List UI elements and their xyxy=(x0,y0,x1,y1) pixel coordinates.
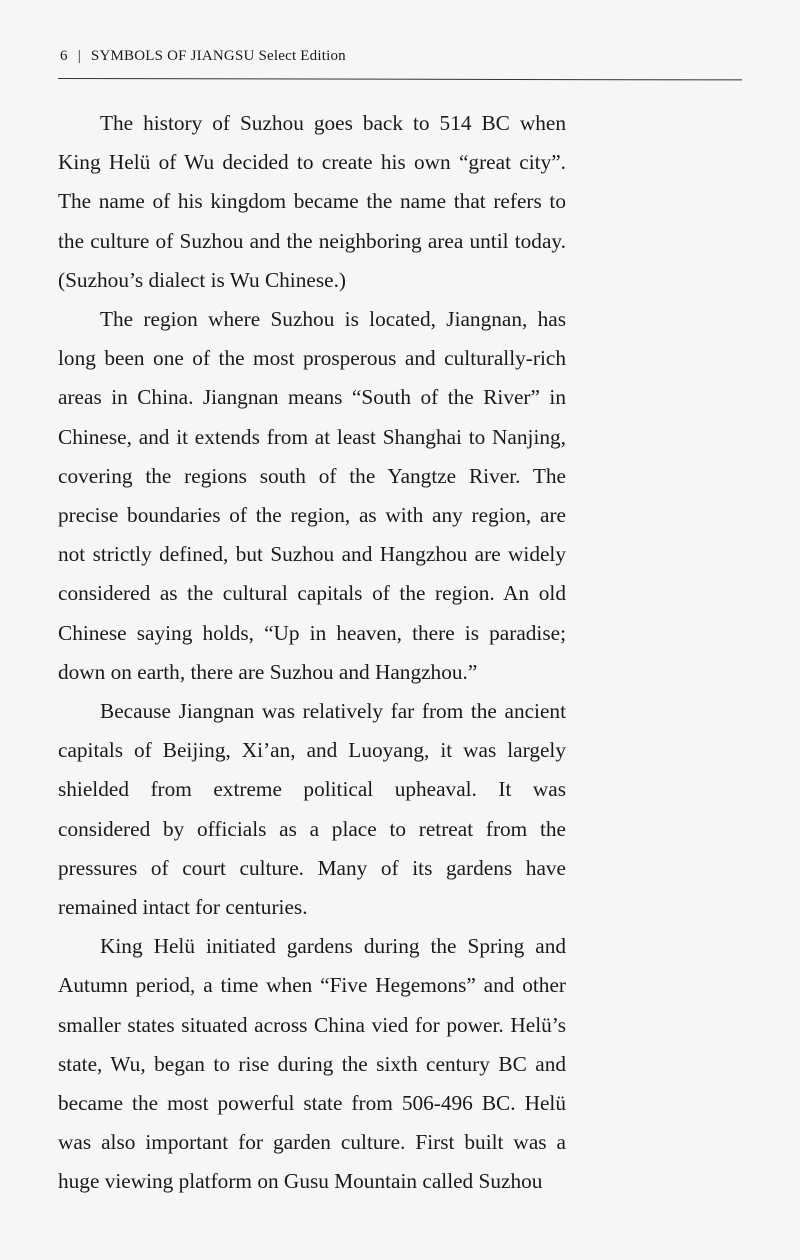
paragraph-2: The region where Suzhou is located, Jiangnan, has long been one of the most prosperous and culturally-rich areas in China. Jiangnan means “South of the River” in Chinese, and it extends from at least Shanghai to Nanjing, covering the regions south of the Yangtze River. The precise boundaries of the region, as with any region, are not strictly defined, but Suzhou and Hangzhou are widely considered as the cultural capitals of the region. An old Chinese saying holds, “Up in heaven, there is paradise; down on earth, there are Suzhou and Hangzhou.” xyxy=(58,307,566,684)
running-header xyxy=(60,48,346,65)
paragraph-1: The history of Suzhou goes back to 514 BC when King Helü of Wu decided to create his own “great city”. The name of his kingdom became the name that refers to the culture of Suzhou and the neighboring area until today. (Suzhou’s dialect is Wu Chinese.) xyxy=(58,111,566,292)
body-text xyxy=(58,104,566,1202)
header-rule xyxy=(58,78,742,80)
book-title: SYMBOLS OF JIANGSU Select Edition xyxy=(90,48,346,64)
header-separator: | xyxy=(77,48,81,64)
page-number: 6 xyxy=(60,48,68,64)
paragraph-4: King Helü initiated gardens during the Spring and Autumn period, a time when “Five Hegemons” and other smaller states situated across China vied for power. Helü’s state, Wu, began to rise during the sixth century BC and became the most powerful state from 506-496 BC. Helü was also important for garden culture. First built was a huge viewing platform on Gusu Mountain called Suzhou xyxy=(58,934,566,1194)
paragraph-3: Because Jiangnan was relatively far from the ancient capitals of Beijing, Xi’an, and Luoyang, it was largely shielded from extreme political upheaval. It was considered by officials as a place to retreat from the pressures of court culture. Many of its gardens have remained intact for centuries. xyxy=(58,699,566,920)
